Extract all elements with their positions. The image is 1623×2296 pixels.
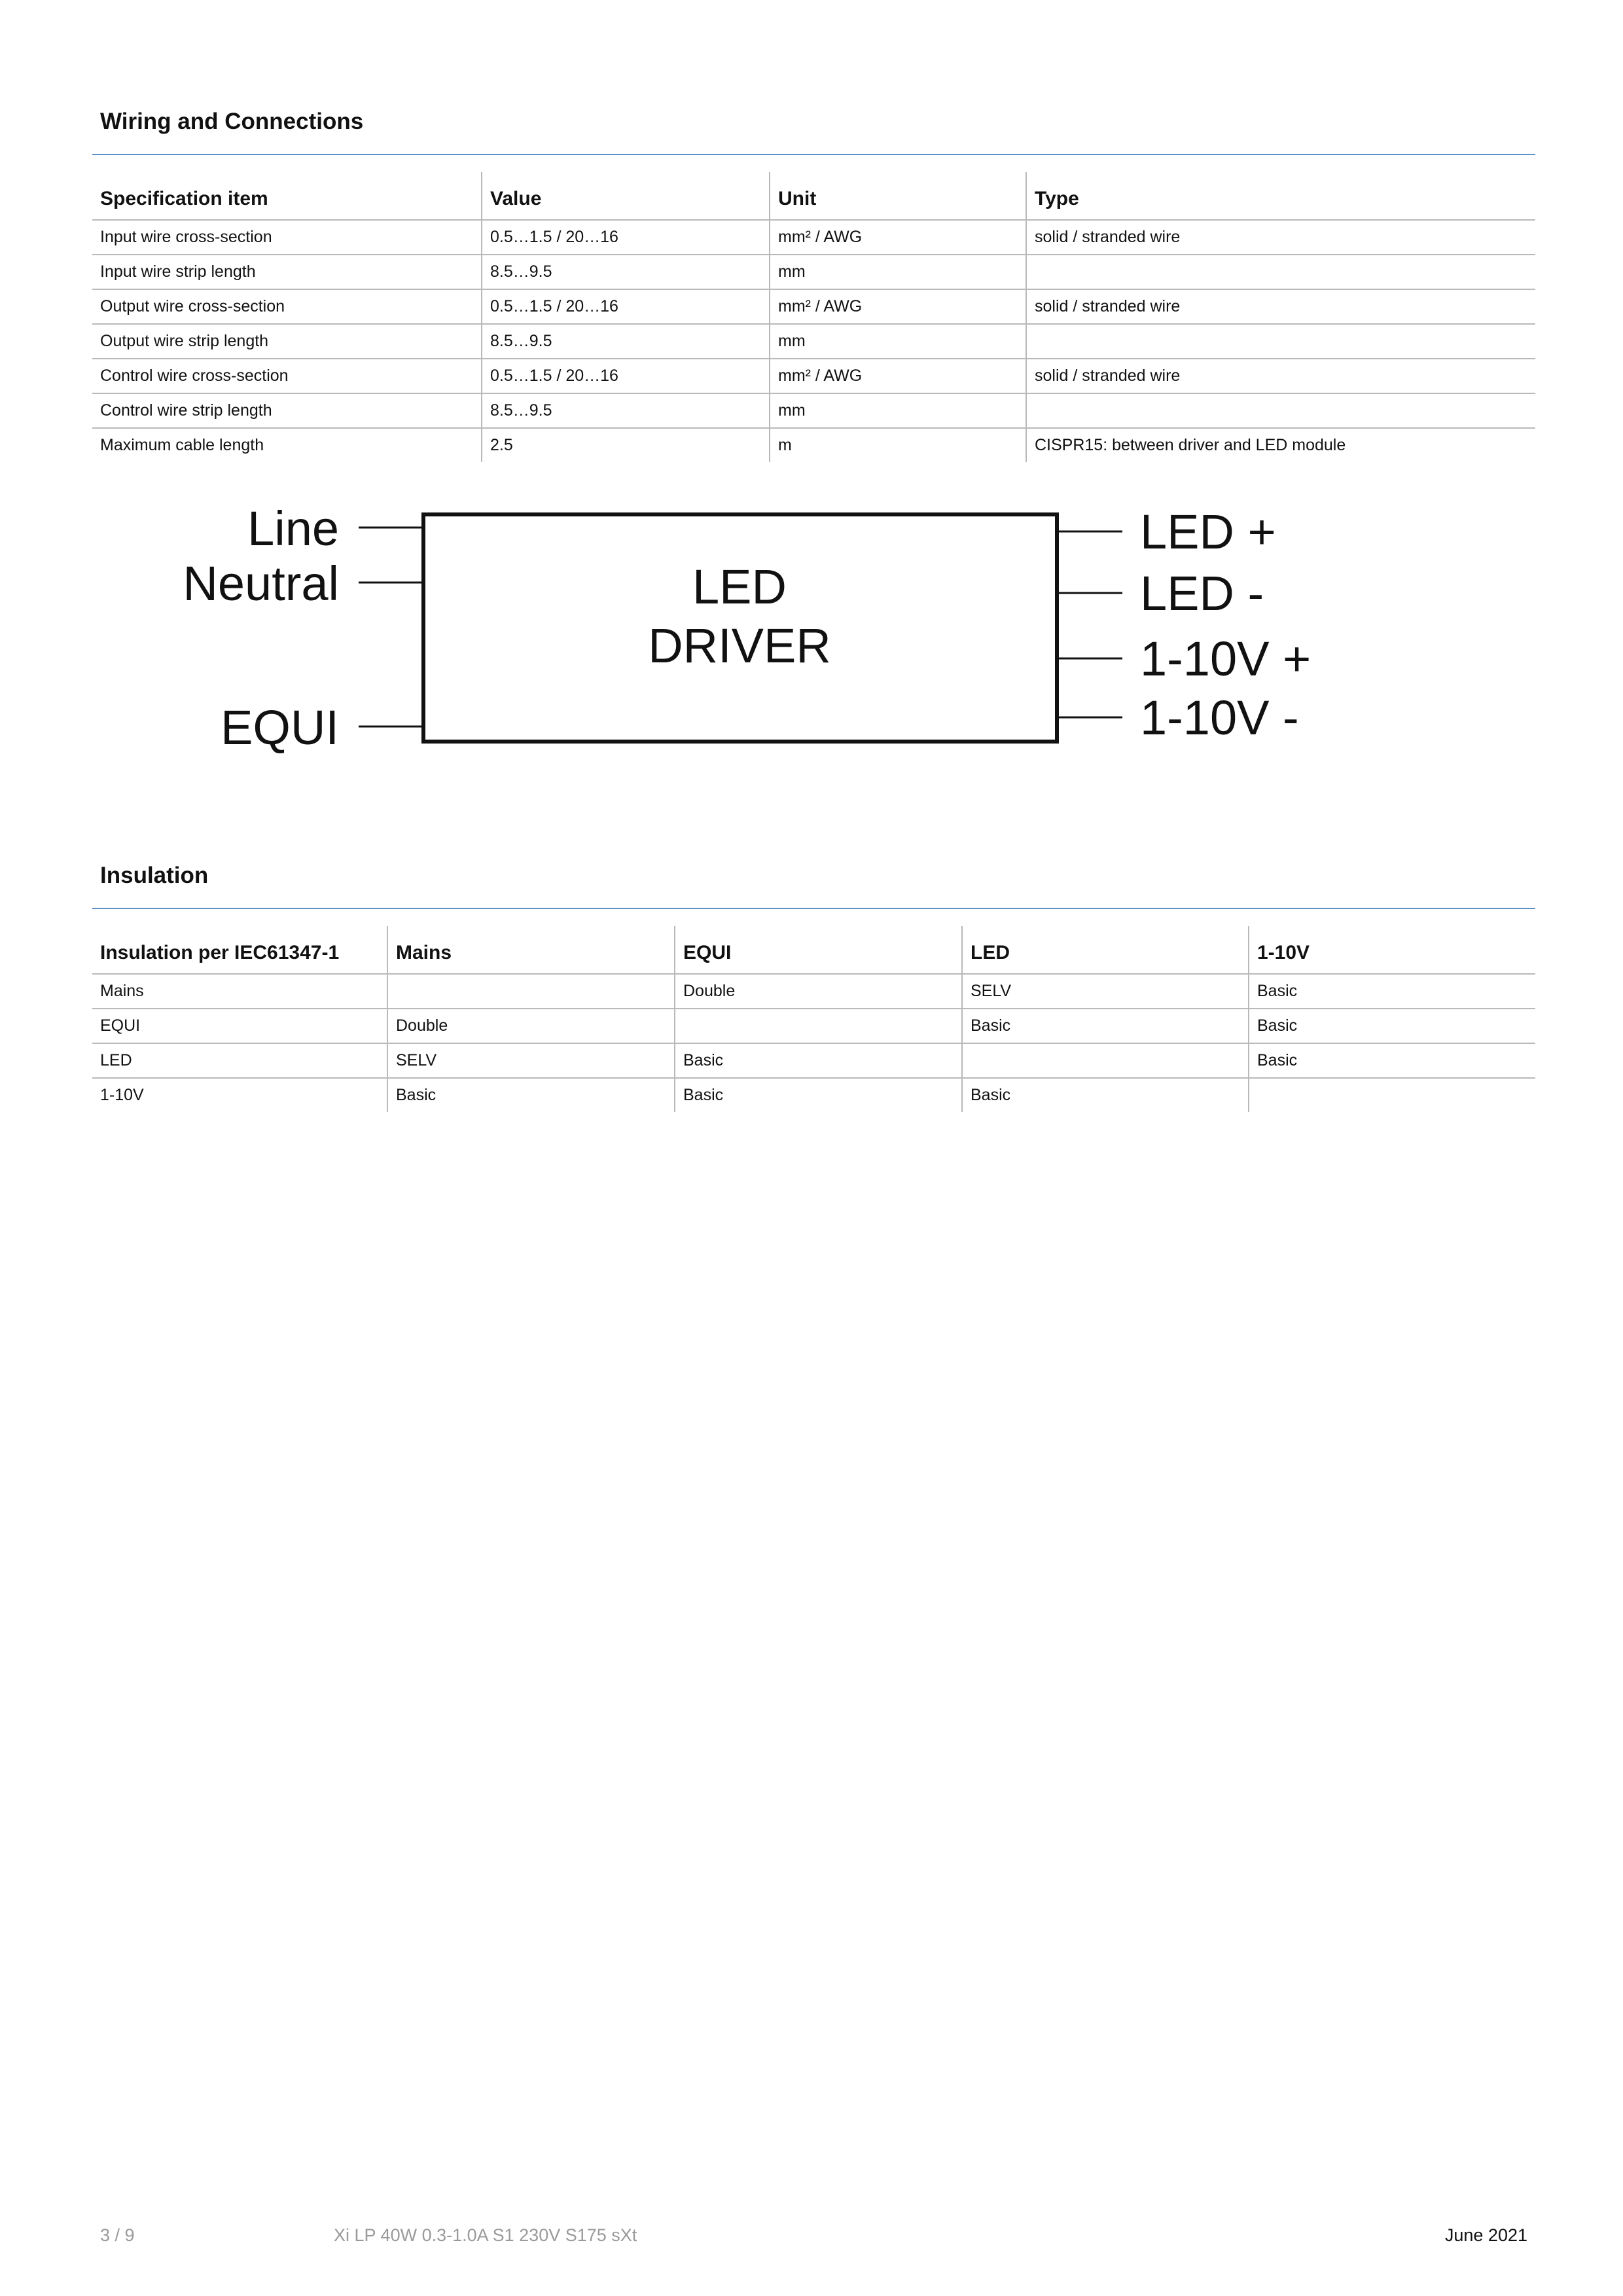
table-cell: 0.5…1.5 / 20…16 (482, 359, 770, 393)
driver-label-line1: LED (692, 560, 787, 614)
table-cell: mm² / AWG (770, 289, 1026, 324)
table-cell: Double (675, 974, 962, 1009)
table-cell: Basic (675, 1078, 962, 1112)
footer-date: June 2021 (1444, 2225, 1527, 2245)
table-cell: Mains (92, 974, 387, 1009)
insulation-table (92, 926, 1535, 1112)
wiring-section-rule (92, 154, 1535, 155)
wiring-header-value: Value (482, 172, 770, 220)
table-cell: Basic (1249, 974, 1535, 1009)
terminal-line-label: Line (247, 501, 339, 556)
table-cell: SELV (962, 974, 1249, 1009)
table-row (92, 393, 1535, 428)
terminal-dim-plus-label: 1-10V + (1140, 632, 1311, 686)
table-cell (675, 1009, 962, 1043)
table-cell: Control wire cross-section (92, 359, 482, 393)
wiring-header-type: Type (1026, 172, 1535, 220)
table-row (92, 1009, 1535, 1043)
table-row (92, 428, 1535, 462)
wiring-header-spec-item: Specification item (92, 172, 482, 220)
terminal-led-minus-label: LED - (1140, 566, 1264, 620)
table-cell: Output wire strip length (92, 324, 482, 359)
table-row (92, 359, 1535, 393)
table-cell: mm (770, 324, 1026, 359)
table-cell (1026, 393, 1535, 428)
table-cell: EQUI (92, 1009, 387, 1043)
driver-label-line2: DRIVER (648, 619, 831, 673)
terminal-neutral-label: Neutral (183, 556, 339, 611)
footer-product-name: Xi LP 40W 0.3-1.0A S1 230V S175 sXt (334, 2225, 637, 2245)
table-cell: Input wire strip length (92, 255, 482, 289)
wiring-table (92, 172, 1535, 462)
table-cell: Double (387, 1009, 675, 1043)
table-row (92, 255, 1535, 289)
table-cell (1249, 1078, 1535, 1112)
table-cell: mm² / AWG (770, 220, 1026, 255)
wiring-diagram (164, 484, 1342, 759)
table-cell: Maximum cable length (100, 436, 264, 454)
table-cell: Basic (1249, 1043, 1535, 1078)
table-row (92, 289, 1535, 324)
table-cell: 8.5…9.5 (482, 324, 770, 359)
table-cell: 0.5…1.5 / 20…16 (482, 289, 770, 324)
insulation-section-title: Insulation (100, 863, 209, 888)
insulation-header-standard: Insulation per IEC61347-1 (92, 926, 387, 974)
insulation-header-1-10v: 1-10V (1249, 926, 1535, 974)
table-cell: Basic (962, 1078, 1249, 1112)
terminal-led-plus-label: LED + (1140, 505, 1276, 559)
insulation-header-equi: EQUI (675, 926, 962, 974)
table-cell: Input wire cross-section (92, 220, 482, 255)
table-row (92, 324, 1535, 359)
table-cell (1026, 324, 1535, 359)
insulation-table-header (92, 926, 1535, 974)
table-cell: Basic (1249, 1009, 1535, 1043)
table-cell: solid / stranded wire (1026, 359, 1535, 393)
table-cell: SELV (387, 1043, 675, 1078)
insulation-header-led: LED (962, 926, 1249, 974)
wiring-section-title: Wiring and Connections (100, 109, 364, 134)
table-cell (1026, 255, 1535, 289)
table-cell: Basic (675, 1043, 962, 1078)
table-cell: 2.5 (482, 428, 770, 462)
footer-page-number: 3 / 9 (100, 2225, 135, 2245)
table-cell: 8.5…9.5 (482, 255, 770, 289)
wiring-table-header (92, 172, 1535, 220)
table-cell: Output wire cross-section (92, 289, 482, 324)
terminal-equi-label: EQUI (221, 700, 339, 755)
table-cell: 0.5…1.5 / 20…16 (482, 220, 770, 255)
table-cell: 1-10V (100, 1086, 144, 1104)
table-cell: solid / stranded wire (1026, 289, 1535, 324)
table-cell (387, 974, 675, 1009)
table-cell: mm (770, 393, 1026, 428)
table-cell: m (770, 428, 1026, 462)
table-cell: LED (92, 1043, 387, 1078)
table-row (92, 220, 1535, 255)
table-cell: CISPR15: between driver and LED module (1026, 428, 1535, 462)
table-cell: Basic (387, 1078, 675, 1112)
table-cell (962, 1043, 1249, 1078)
table-cell: mm (770, 255, 1026, 289)
table-cell: Control wire strip length (92, 393, 482, 428)
table-cell: 8.5…9.5 (482, 393, 770, 428)
table-cell: solid / stranded wire (1026, 220, 1535, 255)
insulation-section-rule (92, 908, 1535, 909)
table-cell: mm² / AWG (770, 359, 1026, 393)
table-row (92, 974, 1535, 1009)
table-row (92, 1078, 1535, 1112)
table-cell: Basic (962, 1009, 1249, 1043)
terminal-dim-minus-label: 1-10V - (1140, 691, 1299, 745)
wiring-header-unit: Unit (770, 172, 1026, 220)
insulation-header-mains: Mains (387, 926, 675, 974)
table-row (92, 1043, 1535, 1078)
